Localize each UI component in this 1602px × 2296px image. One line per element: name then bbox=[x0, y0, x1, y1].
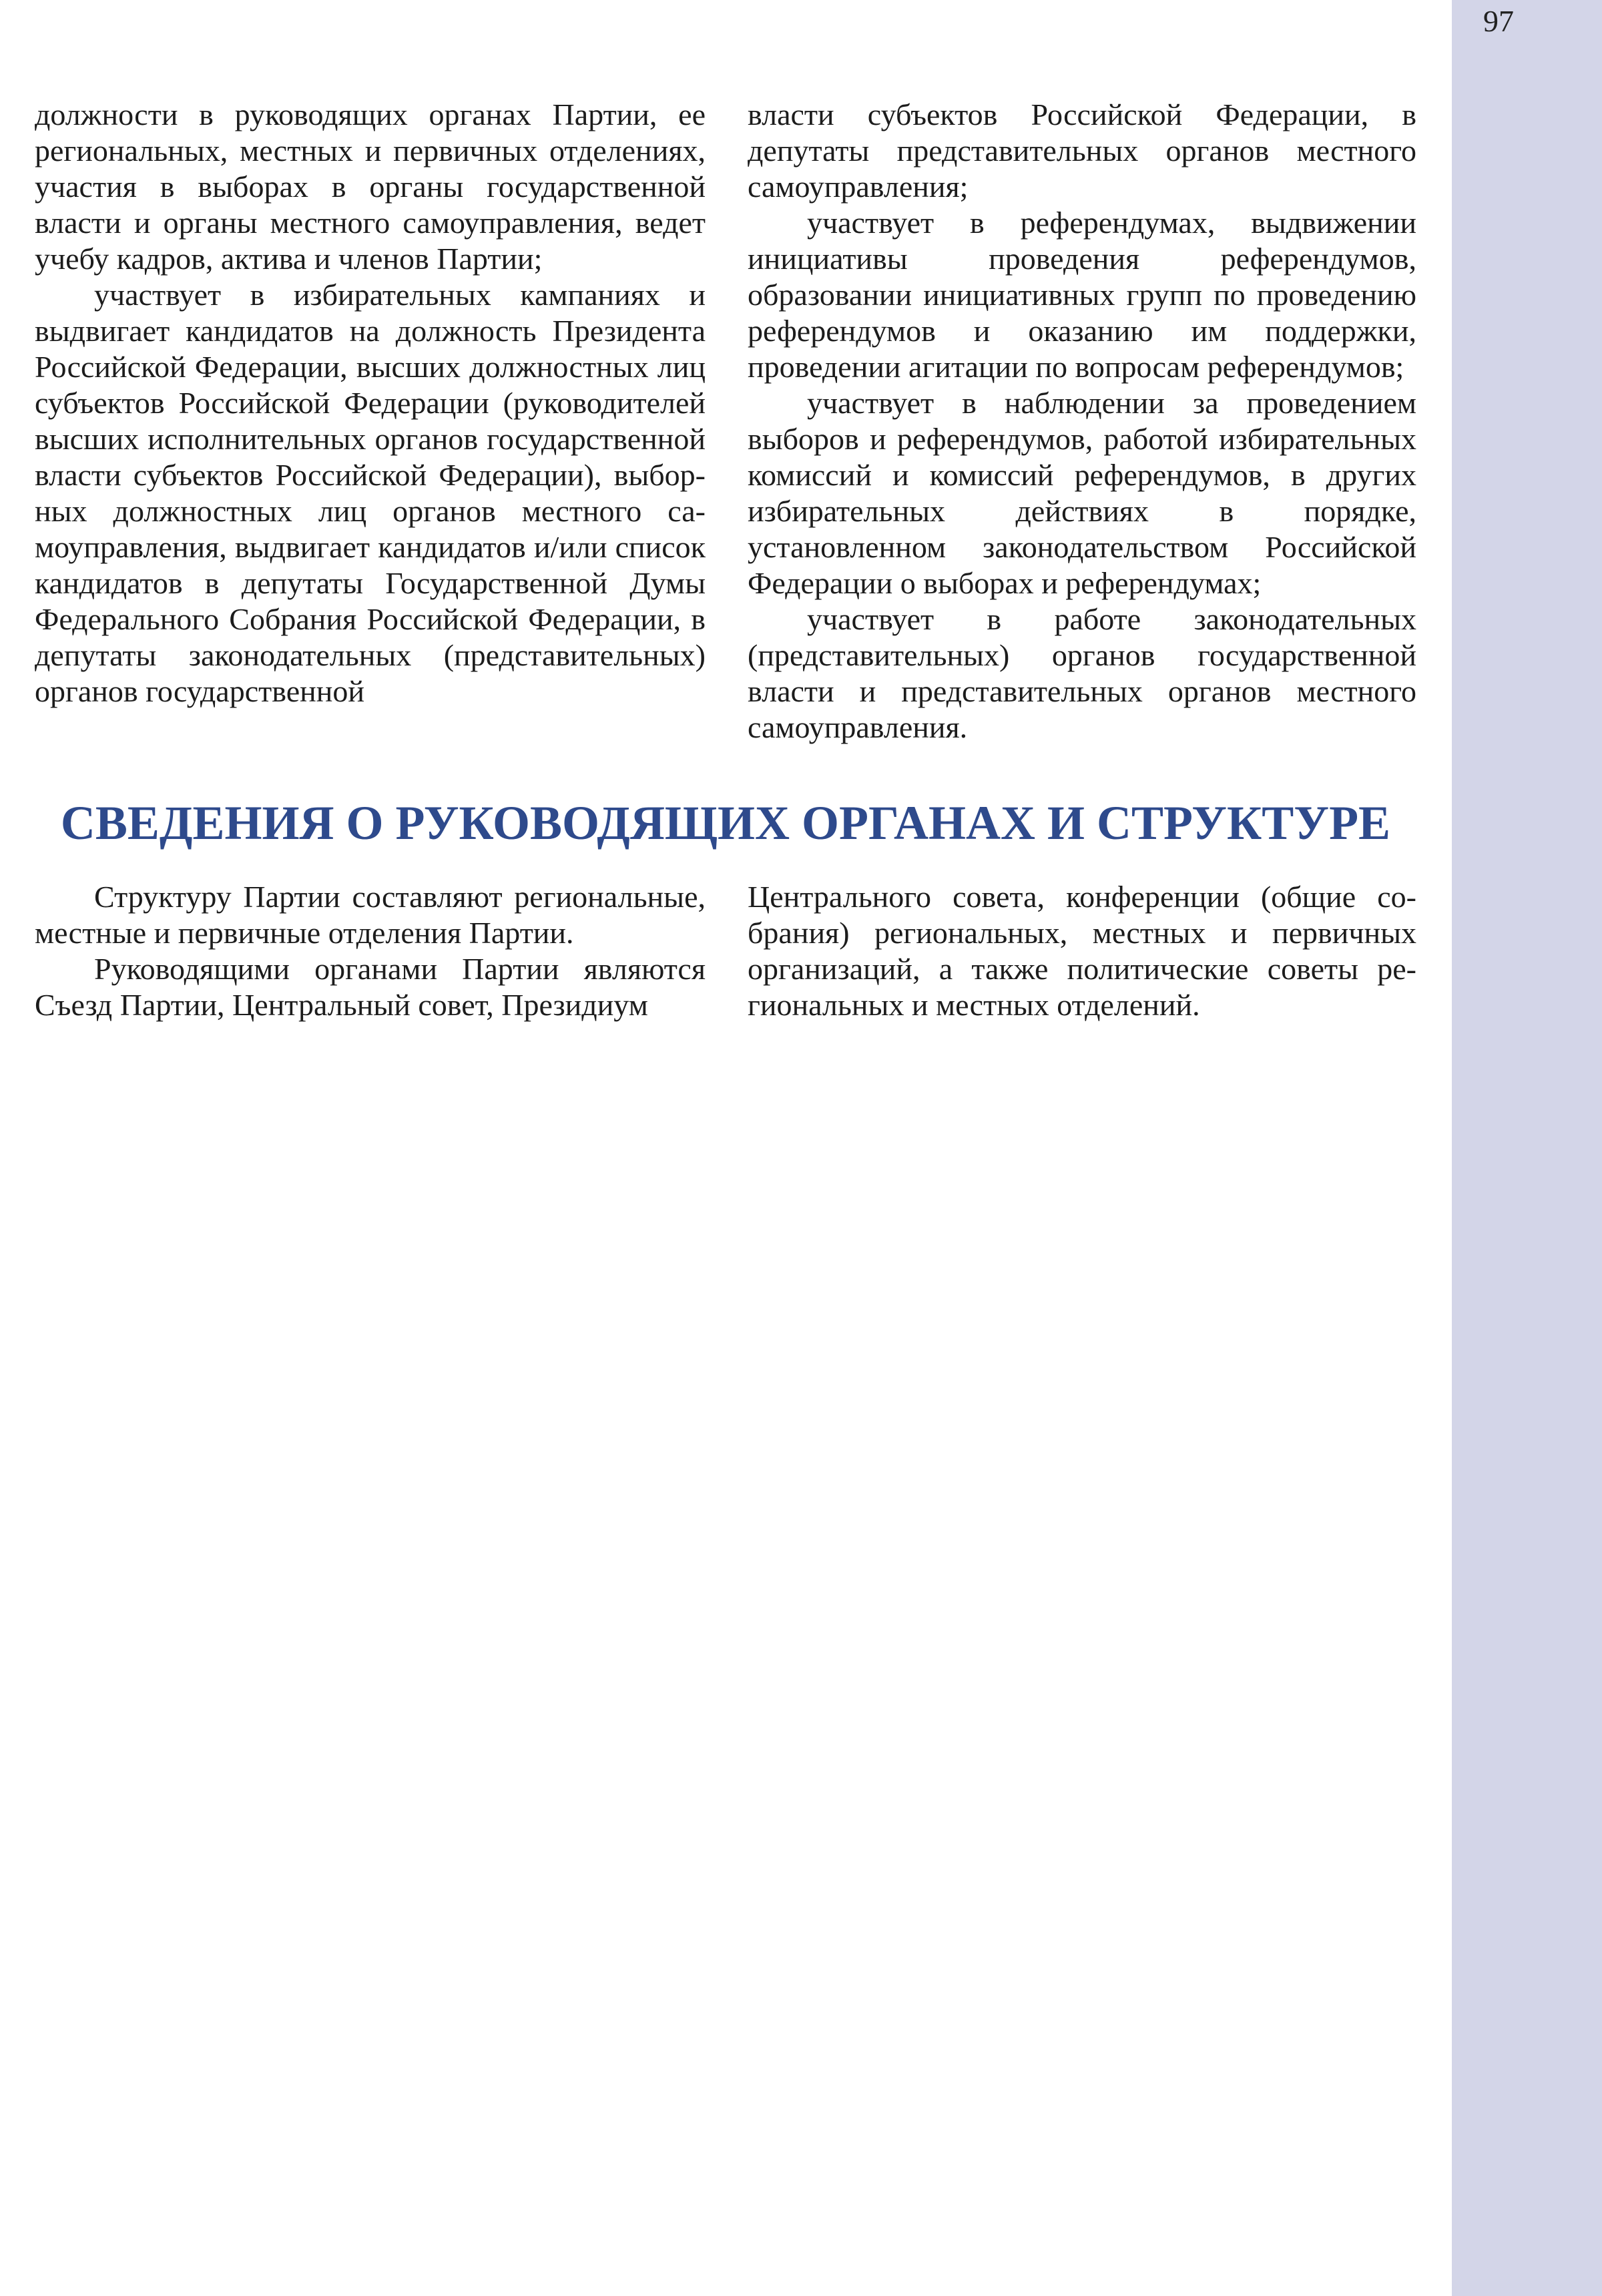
bottom-right-column bbox=[748, 879, 1416, 1023]
paragraph: Руководящими органами Партии являются Съезд Партии, Центральный совет, Президиум bbox=[35, 952, 706, 1022]
paragraph: Центрального совета, конференции (общие собрания) региональных, местных и первичных организаций, а также политические советы региональных и местных отделений. bbox=[748, 880, 1416, 1022]
bottom-left-column bbox=[35, 879, 706, 1023]
paragraph: власти субъектов Российской Федерации, в депутаты представительных органов местного самоуправления; bbox=[748, 97, 1416, 204]
paragraph: участвует в избирательных кампаниях и выдвигает кандидатов на должность Президента Российской Федерации, высших должностных лиц субъектов Российской Федерации (руководителей высших исполнительных органов государственной власти субъектов Российской Федерации), выборных должностных лиц органов местного самоуправления, выдвигает кандидатов и/или список кандидатов в депутаты Государственной Думы Федерального Собрания Российской Федерации, в депутаты законодательных (представительных) органов государственной bbox=[35, 278, 706, 708]
page-number: 97 bbox=[1483, 4, 1514, 38]
side-band bbox=[1452, 0, 1602, 2296]
top-right-column bbox=[748, 97, 1416, 746]
paragraph: участвует в наблюдении за проведением выборов и референдумов, работой избирательных комиссий и комиссий референдумов, в других избирательных действиях в порядке, установленном законодательством Российской Федерации о выборах и референдумах; bbox=[748, 386, 1416, 600]
paragraph: участвует в референдумах, выдвижении инициативы проведения референдумов, образовании инициативных групп по проведению референдумов и оказанию им поддержки, проведении агитации по вопросам референдумов; bbox=[748, 206, 1416, 384]
top-left-column bbox=[35, 97, 706, 709]
paragraph: должности в руководящих органах Партии, ее региональных, местных и первичных отделениях, участия в выборах в органы государственной власти и органы местного самоуправления, ведет учебу кадров, актива и членов Партии; bbox=[35, 97, 706, 276]
section-heading: СВЕДЕНИЯ О РУКОВОДЯЩИХ ОРГАНАХ И СТРУКТУРЕ bbox=[60, 796, 1391, 850]
paragraph: Структуру Партии составляют региональные, местные и первичные отделения Партии. bbox=[35, 880, 706, 950]
paragraph: участвует в работе законодательных (представительных) органов государственной власти и представительных органов местного самоуправления. bbox=[748, 602, 1416, 744]
